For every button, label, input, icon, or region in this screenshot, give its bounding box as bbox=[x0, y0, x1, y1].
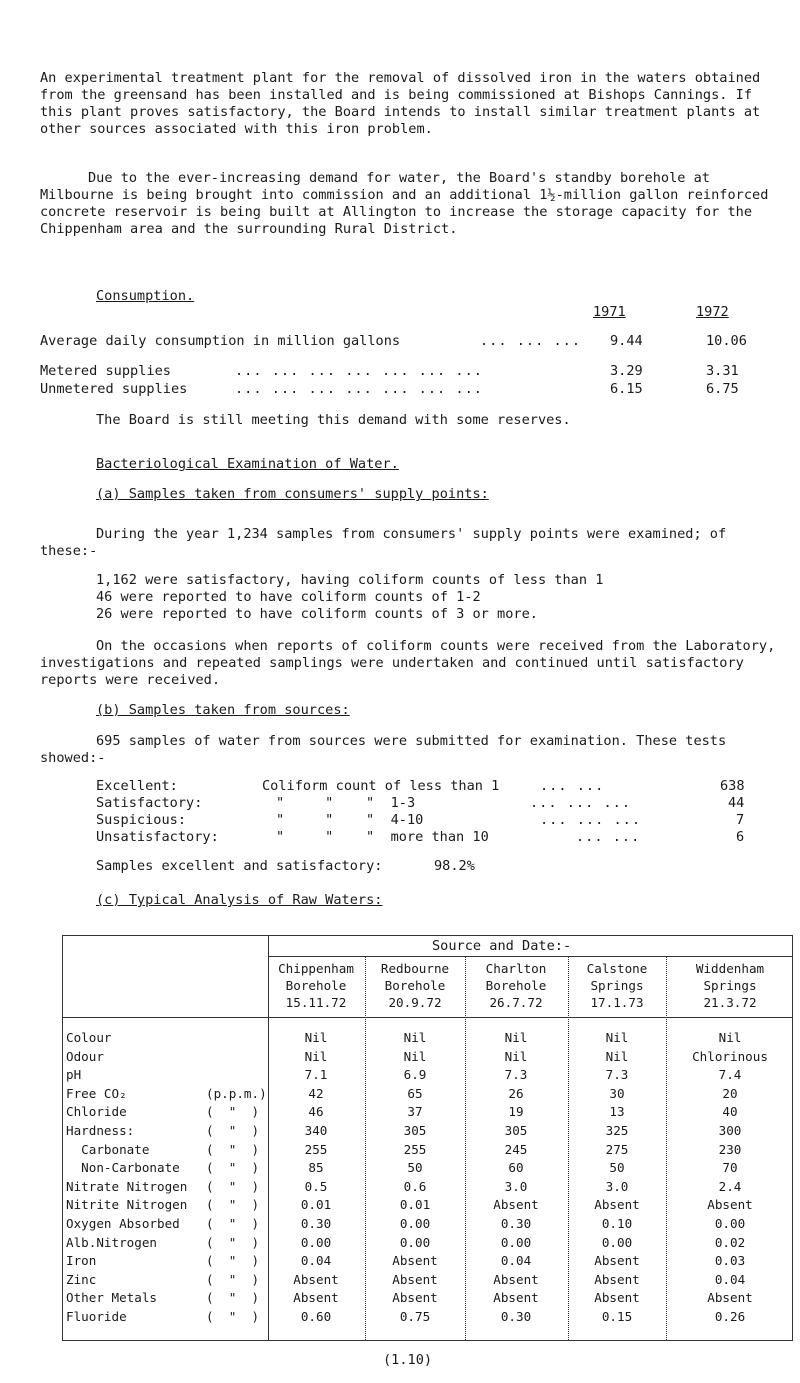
table-cell: Absent bbox=[707, 1290, 753, 1306]
table-cell: 0.00 bbox=[714, 1216, 746, 1231]
grade-label: Excellent: bbox=[96, 778, 178, 794]
parameter-name: Chloride bbox=[66, 1104, 127, 1120]
source-date: 26.7.72 bbox=[489, 995, 543, 1010]
table-cell: Absent bbox=[594, 1290, 640, 1306]
parameter-name: Other Metals bbox=[66, 1290, 157, 1306]
year-1972-header: 1972 bbox=[696, 304, 729, 320]
grade-label: Unsatisfactory: bbox=[96, 829, 219, 845]
table-cell: 3.0 bbox=[605, 1178, 629, 1194]
table-cell: 0.00 bbox=[300, 1234, 332, 1250]
year-1971-header: 1971 bbox=[593, 304, 626, 320]
table-cell: Absent bbox=[392, 1253, 438, 1269]
table-cell: 13 bbox=[609, 1104, 625, 1120]
leader-dots: ... ... ... bbox=[530, 795, 632, 811]
table-cell: 0.15 bbox=[601, 1309, 633, 1324]
section-a-heading: (a) Samples taken from consumers' supply points: bbox=[96, 486, 489, 502]
parameter-unit: ( " ) bbox=[206, 1123, 260, 1138]
intro-paragraph-1: An experimental treatment plant for the removal of dissolved iron in the waters obtained from the greensand has been installed and is being commissioned at Bishops Cannings. If this plant proves satisfactory, the Board intends to install similar treatment plants at other sources associated with this iron problem. bbox=[40, 70, 761, 137]
parameter-name: Non-Carbonate bbox=[66, 1160, 180, 1176]
excellent-satisfactory-summary: Samples excellent and satisfactory: bbox=[96, 858, 383, 874]
table-cell: 0.30 bbox=[500, 1309, 532, 1324]
table-cell: Absent bbox=[594, 1271, 640, 1287]
table-cell: 340 bbox=[304, 1123, 328, 1138]
value-1972: 3.31 bbox=[706, 363, 739, 379]
source-name: Redbourne bbox=[380, 961, 450, 976]
consumption-label: Unmetered supplies bbox=[40, 381, 188, 397]
source-date: 17.1.73 bbox=[590, 995, 644, 1010]
table-bottom-rule bbox=[62, 1340, 793, 1341]
parameter-name: Fluoride bbox=[66, 1309, 127, 1324]
leader-dots: ... ... bbox=[540, 778, 605, 794]
grade-count: 6 bbox=[736, 829, 745, 845]
table-cell: 0.6 bbox=[403, 1178, 427, 1194]
table-right-rule bbox=[792, 935, 793, 1340]
table-cell: Nil bbox=[403, 1048, 427, 1064]
parameter-name: Carbonate bbox=[66, 1141, 150, 1157]
parameter-unit: (p.p.m.) bbox=[206, 1085, 267, 1101]
section-a-followup: On the occasions when reports of coliform counts were received from the Laboratory, investigations and repeated samplings were undertaken and continued until satisfactory reports were received. bbox=[40, 638, 776, 688]
column-divider bbox=[365, 956, 366, 1340]
consumption-label: Metered supplies bbox=[40, 363, 171, 379]
parameter-unit: ( " ) bbox=[206, 1271, 260, 1287]
leader-dots: ... ... bbox=[576, 829, 641, 845]
table-cell: Absent bbox=[707, 1197, 753, 1213]
table-left-rule bbox=[62, 935, 63, 1340]
table-cell: Absent bbox=[493, 1197, 539, 1213]
source-type: Borehole bbox=[384, 978, 446, 993]
parameter-unit: ( " ) bbox=[206, 1141, 260, 1157]
grade-label: Satisfactory: bbox=[96, 795, 203, 811]
parameter-name: Nitrite Nitrogen bbox=[66, 1197, 188, 1213]
table-cell: 0.30 bbox=[300, 1216, 332, 1231]
table-cell: Absent bbox=[392, 1271, 438, 1287]
table-cell: 20 bbox=[722, 1085, 738, 1101]
table-cell: Nil bbox=[504, 1048, 528, 1064]
source-date: 20.9.72 bbox=[388, 995, 442, 1010]
consumption-label: Average daily consumption in million gallons bbox=[40, 333, 401, 349]
source-name: Widdenham bbox=[695, 961, 765, 976]
table-cell: 7.4 bbox=[718, 1067, 742, 1083]
source-name: Chippenham bbox=[278, 961, 354, 976]
column-divider bbox=[465, 956, 466, 1340]
table-cell: Chlorinous bbox=[692, 1048, 768, 1064]
table-cell: Absent bbox=[493, 1271, 539, 1287]
table-cell: 255 bbox=[304, 1141, 328, 1157]
table-cell: 0.5 bbox=[304, 1178, 328, 1194]
excellent-satisfactory-percentage: 98.2% bbox=[434, 858, 475, 874]
section-a-intro: During the year 1,234 samples from consumers' supply points were examined; of these:- bbox=[40, 526, 727, 559]
page-number: (1.10) bbox=[383, 1352, 433, 1368]
table-cell: 30 bbox=[609, 1085, 625, 1101]
table-cell: 85 bbox=[308, 1160, 324, 1176]
grade-count: 638 bbox=[720, 778, 745, 794]
parameter-name: Iron bbox=[66, 1253, 97, 1269]
table-cell: 0.00 bbox=[601, 1234, 633, 1250]
table-top-rule bbox=[62, 935, 793, 936]
table-cell: 0.30 bbox=[500, 1216, 532, 1231]
table-cell: Nil bbox=[403, 1030, 427, 1045]
source-name: Charlton bbox=[485, 961, 547, 976]
parameter-unit: ( " ) bbox=[206, 1160, 260, 1176]
table-cell: 305 bbox=[504, 1123, 528, 1138]
value-1972: 6.75 bbox=[706, 381, 739, 397]
parameter-unit: ( " ) bbox=[206, 1253, 260, 1269]
parameter-name: pH bbox=[66, 1067, 82, 1083]
parameter-unit: ( " ) bbox=[206, 1104, 260, 1120]
table-cell: 0.03 bbox=[714, 1253, 746, 1269]
section-c-heading: (c) Typical Analysis of Raw Waters: bbox=[96, 892, 383, 908]
grade-count: 44 bbox=[728, 795, 745, 811]
column-divider bbox=[666, 956, 667, 1340]
source-and-date-header: Source and Date:- bbox=[432, 938, 572, 954]
table-cell: 46 bbox=[308, 1104, 324, 1120]
table-cell: 0.26 bbox=[714, 1309, 746, 1324]
consumption-note: The Board is still meeting this demand with some reserves. bbox=[96, 412, 571, 428]
parameter-name: Colour bbox=[66, 1030, 112, 1045]
grade-label: Suspicious: bbox=[96, 812, 187, 828]
table-cell: 19 bbox=[508, 1104, 524, 1120]
parameter-name: Free CO₂ bbox=[66, 1085, 127, 1101]
table-cell: 245 bbox=[504, 1141, 528, 1157]
source-date: 21.3.72 bbox=[703, 995, 757, 1010]
grade-description: " " " 4-10 bbox=[276, 812, 424, 828]
table-cell: Nil bbox=[504, 1030, 528, 1045]
table-cell: Nil bbox=[605, 1030, 629, 1045]
value-1971: 9.44 bbox=[610, 333, 643, 349]
table-cell: 0.75 bbox=[399, 1309, 431, 1324]
parameter-unit: ( " ) bbox=[206, 1178, 260, 1194]
leader-dots: ... ... ... ... ... ... ... bbox=[235, 363, 483, 379]
table-cell: 3.0 bbox=[504, 1178, 528, 1194]
table-cell: 0.04 bbox=[300, 1253, 332, 1269]
table-cell: 230 bbox=[718, 1141, 742, 1157]
table-cell: 0.00 bbox=[399, 1234, 431, 1250]
table-cell: 300 bbox=[718, 1123, 742, 1138]
grade-description: " " " 1-3 bbox=[276, 795, 416, 811]
table-cell: Nil bbox=[718, 1030, 742, 1045]
intro-paragraph-2: Due to the ever-increasing demand for water, the Board's standby borehole at Milbourne is being brought into commission and an additional 1½-million gallon reinforced concrete reservoir is being built at Allington to increase the storage capacity for the Chippenham area and the surrounding Rural District. bbox=[40, 170, 769, 237]
table-cell: 0.02 bbox=[714, 1234, 746, 1250]
section-b-intro: 695 samples of water from sources were submitted for examination. These tests showed:- bbox=[40, 733, 727, 766]
parameter-name: Nitrate Nitrogen bbox=[66, 1178, 188, 1194]
table-cell: Absent bbox=[594, 1253, 640, 1269]
source-type: Borehole bbox=[485, 978, 547, 993]
table-cell: 6.9 bbox=[403, 1067, 427, 1083]
parameter-unit: ( " ) bbox=[206, 1309, 260, 1324]
parameter-name: Hardness: bbox=[66, 1123, 135, 1138]
table-cell: 0.10 bbox=[601, 1216, 633, 1231]
table-cell: 50 bbox=[609, 1160, 625, 1176]
source-type: Springs bbox=[590, 978, 644, 993]
table-cell: 26 bbox=[508, 1085, 524, 1101]
leader-dots: ... ... ... ... ... ... ... bbox=[235, 381, 483, 397]
table-cell: Nil bbox=[304, 1030, 328, 1045]
value-1971: 6.15 bbox=[610, 381, 643, 397]
table-cell: 60 bbox=[508, 1160, 524, 1176]
value-1972: 10.06 bbox=[706, 333, 747, 349]
table-cell: Nil bbox=[304, 1048, 328, 1064]
table-cell: 255 bbox=[403, 1141, 427, 1157]
grade-description: " " " more than 10 bbox=[276, 829, 489, 845]
table-cell: 42 bbox=[308, 1085, 324, 1101]
table-cell: Absent bbox=[293, 1271, 339, 1287]
source-name: Calstone bbox=[586, 961, 648, 976]
parameter-unit: ( " ) bbox=[206, 1234, 260, 1250]
table-cell: 2.4 bbox=[718, 1178, 742, 1194]
table-cell: 0.04 bbox=[500, 1253, 532, 1269]
parameter-name: Odour bbox=[66, 1048, 104, 1064]
leader-dots: ... ... ... bbox=[540, 812, 642, 828]
section-a-item-1: 1,162 were satisfactory, having coliform counts of less than 1 bbox=[96, 572, 604, 588]
bacteriological-heading: Bacteriological Examination of Water. bbox=[96, 456, 399, 472]
table-cell: 37 bbox=[407, 1104, 423, 1120]
table-cell: 70 bbox=[722, 1160, 738, 1176]
table-cell: Absent bbox=[594, 1197, 640, 1213]
section-a-item-2: 46 were reported to have coliform counts of 1-2 bbox=[96, 589, 481, 605]
section-b-heading: (b) Samples taken from sources: bbox=[96, 702, 350, 718]
section-a-item-3: 26 were reported to have coliform counts of 3 or more. bbox=[96, 606, 538, 622]
table-cell: 0.01 bbox=[399, 1197, 431, 1213]
table-cell: 305 bbox=[403, 1123, 427, 1138]
table-cell: 0.01 bbox=[300, 1197, 332, 1213]
table-cell: 50 bbox=[407, 1160, 423, 1176]
table-cell: Absent bbox=[392, 1290, 438, 1306]
parameter-unit: ( " ) bbox=[206, 1290, 260, 1306]
table-cell: 0.04 bbox=[714, 1271, 746, 1287]
table-cell: 325 bbox=[605, 1123, 629, 1138]
table-cell: 0.60 bbox=[300, 1309, 332, 1324]
table-cell: 275 bbox=[605, 1141, 629, 1157]
table-cell: Absent bbox=[293, 1290, 339, 1306]
value-1971: 3.29 bbox=[610, 363, 643, 379]
grade-count: 7 bbox=[736, 812, 745, 828]
table-cell: 7.3 bbox=[605, 1067, 629, 1083]
parameter-name: Oxygen Absorbed bbox=[66, 1216, 180, 1231]
grade-description: Coliform count of less than 1 bbox=[262, 778, 500, 794]
source-type: Springs bbox=[703, 978, 757, 993]
table-cell: 65 bbox=[407, 1085, 423, 1101]
table-cell: 7.3 bbox=[504, 1067, 528, 1083]
parameter-unit: ( " ) bbox=[206, 1197, 260, 1213]
table-cell: 7.1 bbox=[304, 1067, 328, 1083]
source-type: Borehole bbox=[285, 978, 347, 993]
consumption-heading: Consumption. bbox=[96, 288, 195, 304]
table-cell: Nil bbox=[605, 1048, 629, 1064]
source-header-rule bbox=[268, 956, 793, 957]
table-cell: 40 bbox=[722, 1104, 738, 1120]
table-cell: 0.00 bbox=[399, 1216, 431, 1231]
parameter-name: Alb.Nitrogen bbox=[66, 1234, 157, 1250]
header-bottom-rule bbox=[62, 1017, 793, 1018]
parameter-name: Zinc bbox=[66, 1271, 97, 1287]
parameter-unit: ( " ) bbox=[206, 1216, 260, 1231]
leader-dots: ... ... ... bbox=[480, 333, 582, 349]
source-date: 15.11.72 bbox=[285, 995, 347, 1010]
table-cell: 0.00 bbox=[500, 1234, 532, 1250]
table-cell: Absent bbox=[493, 1290, 539, 1306]
